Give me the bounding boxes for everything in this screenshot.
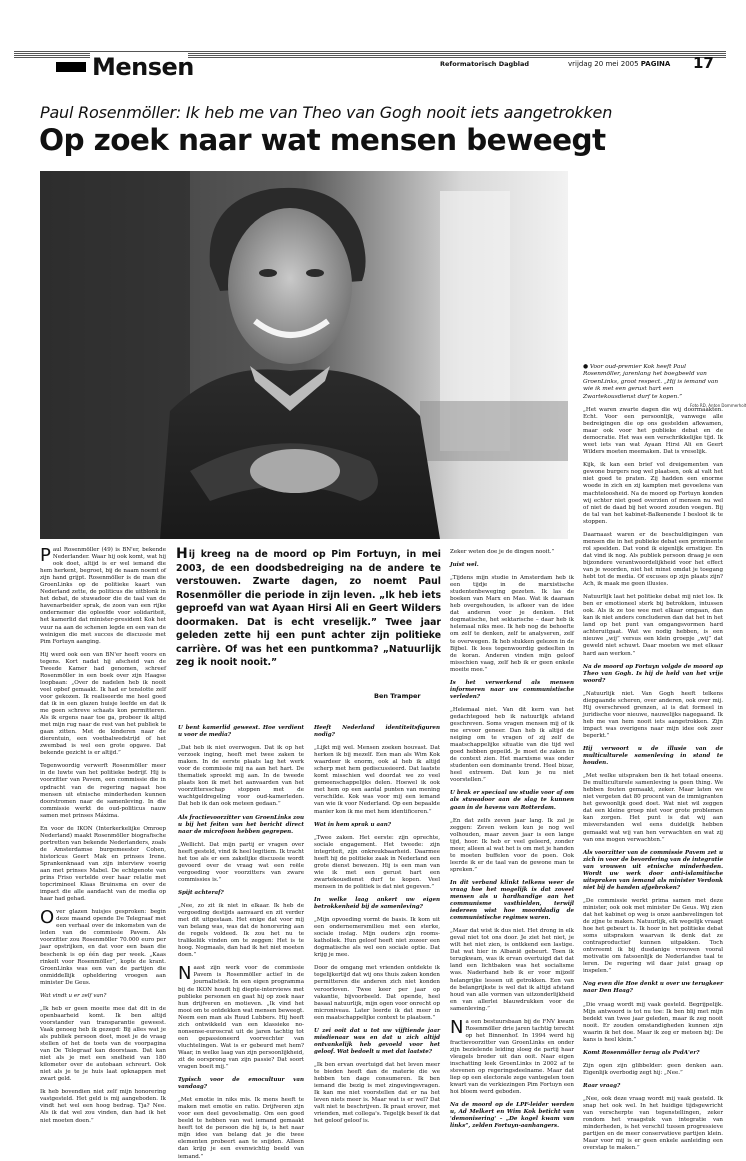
column-2 [178, 719, 304, 1161]
article-headline: Op zoek naar wat mensen beweegt [39, 123, 606, 157]
body-paragraph [450, 575, 574, 674]
body-paragraph [314, 917, 440, 959]
section-marker [56, 62, 86, 72]
paragraph-text: Zeker weten doe je de dingen nooit.” [450, 549, 555, 555]
article-kicker: Paul Rosenmöller: Ik heb me van Theo van Gogh nooit iets aangetrokken [40, 103, 613, 122]
drop-cap: P [40, 545, 51, 566]
interview-question: Juist wel. [450, 562, 479, 569]
page-number: 17 [693, 54, 714, 72]
paragraph-text: „Dat heb ik niet overwogen. Dat ik op het verzoek inging, heeft met twee zaken te maken. In de eerste plaats lag het werk voor de commissie mij na aan het hart. De thematiek spreekt mij aan. In de tweede plaats kon ik met het aanvaarden van het voorzittersschap stoppen met de wachtgeldregeling voor oud-kamerleden. Dat heb ik dan ook meteen gedaan.” [178, 745, 304, 808]
body-paragraph [583, 691, 723, 740]
interview-question: Spijt achteraf? [178, 889, 224, 896]
interview-question: Hij verwoort u de illusie van de multiculturele samenleving in stand te houden. [583, 746, 723, 767]
column-1 [40, 547, 166, 1125]
body-paragraph [583, 1002, 723, 1044]
body-paragraph [450, 818, 574, 874]
drop-cap: N [178, 963, 192, 985]
paragraph-text: Zijn ogen zijn glibbelder: geen denken aan. Eigenlijk overbodig zegt hij: „Nee.” [583, 1062, 723, 1076]
paragraph-text: aast zijn werk voor de commissie Pavem is Rosenmöller actief in de journalistiek. In een eigen programma bij de IKON houdt hij diepte-interviews met publieke personen en gaat hij op zoek naar hun drijfveren en motieven. „Ik vind het mooi om te ontdekken wat mensen beweegt. Neem een man als Ruud Lubbers. Hij heeft zich ontwikkeld van een klassieke no-nonsense-euroscrat uit de jaren tachtig tot een gepassioneerd voorvechter van vluchtelingen. Wat is er gebeurd met hem? Waar, in welke laag van zijn persoonlijkheid, zit de oorsprong van zijn passie? Dat soort vragen boeit mij.” [178, 965, 304, 1071]
pull-quote-text: ij kreeg na de moord op Pim Fortuyn, in mei 2003, de een doodsbedreiging na de andere te verstouwen. Zwarte dagen, zo noemt Paul Rosenmöller die periode in zijn leven. „Ik heb iets geproefd van wat Ayaan Hirsi Ali en Geert Wilders doormaken. Dat is echt vreselijk.” Twee jaar geleden zette hij een punt achter zijn politieke carrière. Of was het een puntkomma? „Natuurlijk zeg ik nooit nooit.” [176, 549, 441, 668]
paragraph-text: „Ik ben ervan overtuigd dat het leven meer te bieden heeft dan de materie die we hebben ten dage consumeren. Ik ben iemand die bezig is met zingevingsvragen. Ik kan me niet voorstellen dat er na het leven niets meer is. Maar wat is er wel? Dat valt niet te beschrijven. Ik praat erover, met vrienden, met collega's. Tegelijk besef ik dat het geloof geloof is. [314, 1061, 440, 1125]
paragraph-text: „Nee, ook deze vraag wordt mij vaak gesteld. Ik snap het ook wel. In het huidige tijdsgewricht van verscherpte van tegenstellingen, zeker rondom het vraagstuk van integratie van minderheden, is het verschil tussen progressieve partijen en de meer conservatieve partijen klein. Maar voor mij is er geen enkele aanleiding een overstap te maken.” [583, 1095, 723, 1152]
portrait-photo [40, 171, 568, 539]
body-paragraph [583, 532, 723, 588]
caption-text: Voor oud-premier Kok heeft Paul Rosenmöller, jarenlang het boegbeeld van GroenLinks, groot respect. „Hij is iemand van wie ik met een gerust hart een Zwartekousdienst durf te kopen.” [583, 364, 719, 400]
paragraph-text: „Het waren zwarte dagen die wij doormaakten. Echt. Voor een persoonlijk, vanwege alle bedreigingen die op ons gestelden afkwamen, maar ook voor het publieke debat en de democratie. Het was een verschrikkelijke tijd. Ik weet iets van wat Ayaan Hirsi Ali en Geert Wilders moeten meemaken. Dat is vreselijk. [583, 407, 723, 456]
body-paragraph [40, 763, 166, 819]
interview-question: U brak er speciaal uw studie voor af om als stuwadoor aan de slag te kunnen gaan in de havens van Rotterdam. [450, 790, 574, 811]
body-paragraph [450, 1016, 574, 1097]
interview-question: U zei ooit dat u tot uw vijftiende jaar misdienaar was en dat u zich altijd ontvankelijk heb gevoeld voor het geloof. Wat bedoelt u met dat laatste? [314, 1027, 440, 1055]
paragraph-text: ver glazen huisjes gesproken: begin deze maand opende De Telegraaf met een verhaal over de inkomsten van de leden van de commissie Pavem. Als voorzitter zou Rosenmöller 70.000 euro per jaar opstrijken, en dat voor een baan die beschenk is op één dag per week. „Kaas rinkelt voor Rosenmöller”, kopte de krant. GroenLinks was een van de partijen die onmiddellijk opheldering vroegen aan minister De Geus. [40, 909, 166, 986]
interview-question: Nog even die Hoe denkt u over uw terugkeer naar Den Haag? [583, 981, 723, 995]
interview-question: U bent kamerlid geweest. Hoe verdient u voor de media? [178, 725, 304, 739]
body-paragraph [40, 1089, 166, 1124]
paragraph-text: „Mijn opvoeding vormt de basis. Ik kom uit een ondernemersmilieu met een sterke, sociale inslag. Mijn ouders zijn rooms-katholiek. Hun geloof heeft niet zozeer een dogmatische als wel een sociale optie. Dat krijg je mee. [314, 917, 440, 959]
paragraph-text: „Met welke uitspraken ben ik het totaal oneens. De multiculturele samenleving is geen thing. We hebben fouten gemaakt, zeker. Maar laten we niet vergeten dat 80 procent van de immigranten het gewoonlijk goed doet. Wat niet wil zeggen dat een kleine groep niet voor grote problemen kan zorgen. Het punt is dat wij aan misverstanden wel eens duidelijk hebben gemaakt wat wij van hen verwachten en wat zij van ons mogen verwachten.” [583, 773, 723, 843]
body-paragraph [450, 707, 574, 785]
body-paragraph [583, 898, 723, 976]
body-paragraph [178, 1097, 304, 1160]
paragraph-text: „Met emotie in niks mis. Ik mens heeft te maken met emotie en ratio. Drijfveren zijn voor een deel gevoelsmatig. Om een goed beeld te hebben van wat iemand gemaakt heeft tot de persoon die hij is, is het naar mijn idee van belang dat je die twee elementen probeert aan te snijden. Alleen dan krijg je een evenwichtig beeld van iemand.” [178, 1097, 304, 1160]
paragraph-text: „Twee zaken. Het eerste: zijn oprechte, sociale engagement. Het tweede: zijn integriteit, zijn onkreukbaarheid. Daarmee heeft hij de politieke zaak in Nederland een grote dienst bewezen. Hij is een man van wie ik met een gerust hart een zwartekousdienst durf te kopen. Veel mensen in de politiek is dat niet gegeven.” [314, 834, 440, 890]
byline: Ben Tramper [374, 692, 421, 700]
paragraph-text: Kijk, ik kan een brief vol dreigementen van gewone burgers nog wel plaatsen, ook al valt het niet goed te praten. Zij hadden een enorme woede in zich en zij kampten met gevoelens van machteloosheid. Na de moord op Fortuyn konden wij echter niet goed overzien of mensen nu wel of niet de daad bij het woord zouden voegen. Bij de tal van het kabinet-Balkenende I besloot ik te stoppen. [583, 462, 723, 525]
interview-question: Als fractievoorzitter van GroenLinks zou u bij het feiten van het bericht direct naar de microfoon hebben gegrepen. [178, 814, 304, 835]
paragraph-text: Daarnaast waren er de beschuldigingen van mensen die in het publieke debat een prominente rol speelden. Dat vond ik eigenlijk ernstiger. En dat vind ik nog. Als publiek persoon draag je een bijzondere verantwoordelijkheid voor het effect van je woorden, niet het minst omdat je toegang hebt tot de media. Of excuses op zijn plaats zijn? Ach, ik maak me geen illusies. [583, 531, 723, 588]
body-paragraph [583, 1063, 723, 1077]
interview-question: In dit verband klinkt telkens weer de vraag hoe het mogelijk is dat zoveel mensen als u hardhandige aan het communisme vasthielden, terwijl iedereen wist hoe moorddadig de communistische regimes waren. [450, 879, 574, 922]
interview-question: Als voorzitter van de commissie Pavem zet u zich in voor de bevordering van de integratie van vrouwen uit etnische minderheden. Wordt uw werk door anti-islamitische uitspraken van iemand als minister Verdonk niet bij de handen afgebroken? [583, 849, 723, 891]
interview-question: Na de moord op Fortuyn volgde de moord op Theo van Gogh. Is hij de held van het vrije woord? [583, 663, 723, 684]
interview-question: In welke laag ankert uw eigen betrokkenheid bij de samenleving? [314, 896, 440, 911]
body-paragraph [178, 903, 304, 959]
body-paragraph [40, 826, 166, 904]
paragraph-text: „Die vraag wordt mij vaak gesteld. Begrijpelijk. Mijn antwoord is tot nu toe: Ik ben blij met mijn bedekt van twee jaar geleden, maar ik zeg nooit nooit. Er zouden omstandigheden kunnen zijn waarin ik het doe. Maar ik zeg er meteen bij: De kans is heel klein.” [583, 1001, 723, 1043]
paragraph-text: Ik heb bovendien niet zelf mijn honorering vastgesteld. Het geld is mij aangeboden. Ik vindt het wel een hoog bedrag. Tja? Nee. Als ik dat wel zou vinden, dan had ik het niet moeten doen.” [40, 1089, 166, 1124]
body-paragraph [314, 965, 440, 1021]
body-paragraph [450, 549, 574, 556]
body-paragraph [314, 1062, 440, 1125]
body-paragraph [178, 842, 304, 884]
page-word: PAGINA [640, 60, 671, 68]
paragraph-text: Tegenwoordig verwerft Rosenmöller meer in de luwte van het politieke bedrijf. Hij is voorzitter van Pavem, een commissie die in opdracht van de regering nagaat hoe mensen uit etnische minderheden kunnen doorstromen naar de samenleving. In die commissie werkt de oud-politicus nauw samen met prinses Máxima. [40, 763, 166, 819]
paragraph-text: „Tijdens mijn studie in Amsterdam heb ik een tijdje in de marxistische studentenbeweging gezeten. Ik las de boeken van Marx en Mao. Wat ik daaraan heb overgehouden, is afkeer van de idee dat anderen voor je denken. Het dogmatische, het sektarische – daar heb ik helemaal niks mee. Ik heb nog de behoefte om zelf te denken, zelf te analyseren, zelf te overwegen. Ik heb stukken gelezen in de Bijbel. Ik lees tegenwoordig gedeelten in de koran. Anderen vinden mijn geloof misschien vaag, zelf heb ik er geen enkele moeite mee.” [450, 575, 574, 673]
subheading: Wat vindt u er zelf van? [40, 992, 107, 999]
body-paragraph [314, 835, 440, 891]
body-paragraph [583, 1096, 723, 1152]
body-paragraph [450, 928, 574, 1013]
paragraph-text: „De commissie werkt prima samen met deze minister, ook ook met minister De Geus. Wij zien dat het kabinet op weg is onze aanbevelingen tot de zijne te maken. Natuurlijk, elk wegelijk vraagt hoe het gebeurt is. Ik hoor in het politieke debat soms uitspraken waarvan ik denk dat ze contraproductief kunnen uitpakken. Toch ontvreemt ik bij dusdanige vrouwen vooral motivatie om fatsoenlijk de Nederlandse taal te leren. De regering wil daar juist graag op inspelen.” [583, 897, 723, 975]
body-paragraph [583, 773, 723, 843]
interview-question: Wat in hem sprak u aan? [314, 821, 391, 828]
interview-question: Is het verwerkend als mensen informeren naar uw communistische verleden? [450, 679, 574, 700]
column-5 [583, 407, 723, 1152]
date-text: vrijdag 20 mei 2005 [568, 60, 639, 68]
paragraph-text: Door de omgang met vrienden ontdekte ik tegelijkertijd dat wij ons thuis zaken konden permitteren die anderen zich niet konden veroorloven. Twee keer per jaar op vakantie, bijvoorbeeld. Dat opende, heel basaal natuurlijk, mijn ogen voor onrecht op microniveau. Later leerde ik dat meer in een maatschappelijke context te plaatsen.” [314, 965, 440, 1021]
body-paragraph [314, 745, 440, 815]
drop-cap: O [40, 907, 55, 929]
body-paragraph [40, 1006, 166, 1084]
pull-quote [176, 548, 441, 670]
paragraph-text: „Natuurlijk niet. Van Gogh heeft telkens diepgaande scheren, over anderen, ook over mij. Hij overschreed grenzen, al is dat formeel in juridische voor nieuwe, nauwelijks nagegaand. Ik heb me van hem nooit iets aangetrokken. Zijn impact was overigens naar mijn idee ook zeer beperkt.” [583, 690, 723, 739]
paragraph-text: „En dat zelfs zeven jaar lang. Ik zal je zeggen: Zeven weken kun je nog wel volhouden, maar zeven jaar is een lange tijd, hoor. Ik heb er veel geleerd, zonder meer, alleen al wat het is om met je handen te moeten buffelen voor de poen. Ook leerde ik er de taal van de gewone man te spreken.” [450, 817, 574, 873]
paragraph-text: „Ik heb er geen moeite mee dat dit in de openbaarheid komt. Ik ben altijd voorstander van transparantie geweest. Vaak genoeg heb ik gezegd: Bij alles wat je als publiek persoon doet, moet je de vraag stellen of het de toets van de voorpagina van De Telegraaf kan doorstaan. Dat kan niet als je met een snelheid van 180 kilometer over de autobaan schreurt. Ook niet als je te je huis laat opknappen met zwart geld. [40, 1005, 166, 1083]
paragraph-text: „Wellicht. Dat mijn partij er vragen over heeft gesteld, vind ik heel legitiem. Ik tracht het toe als er een zakelijke discussie wordt gevoerd over de vraag wat een reële vergoeding voor voorzitters van zware commissies is.” [178, 841, 304, 883]
paragraph-text: „Maar dat wist ik dus niet. Het drong in elk geval niet tot ons door. Je ziet het niet, je wilt het niet zien, is ontkkend een lastige. Dat wat hier in Albanië gebeurt. Toen ik terugkwam, was ik ervan overtuigd dat dat land een lichtbaken was het socialisme was. Naderhand heb ik er voor mijzelf helangrijke lessen uit getrokken. Een van de belangrijkste is wel dat ik altijd afstand houd van alle vormen van uitzonderlijkheid en van allerlei blauwdrukken voor de samenleving.” [450, 928, 574, 1012]
body-paragraph [583, 462, 723, 525]
interview-question: Typisch voor de emocultuur van vandaag? [178, 1077, 304, 1091]
paragraph-text: „Nee, zo zit ik niet in elkaar. Ik heb de vergoeding destijds aanvaard en zit verder met dit uitgestaan. Het enige dat voor mij van belang was, was dat de honorering aan de regels voldeed. Ik zou het nu te tralikeliik vinden om te zeggen: Het is te hoog. Nogmaals, dan had ik het niet moeten doen.” [178, 902, 304, 959]
paragraph-text: „Helemaal niet. Van dit kern van het gedachtegoed heb ik natuurlijk afstand geschreven. Soms vragen mensen mij of ik me ervoor geneer. Dan heb ik altijd de neiging om te vragen of zij zelf de maatschappelijke situatie van die tijd wel goed hebben gepeild. Je moet de zaken in de context zien. Het marxisme was onder studenten een dominante trend. Heel bizar, heel extreem. Dat kun je nu niet voorstellen.” [450, 706, 574, 784]
paragraph-text: Hij werd ook een van BN'er heeft voors en tegens. Kort nadat hij afscheid van de Tweede Kamer had genomen, schreef Rosenmöller in een boek over zijn Haagse loopbaan: „Over de nadelen heb ik nooit veel opbef gemaakt. Ik had er tenslotte zelf voor gekozen. Ik realiseerde me heel goed dat ik in een glazen huisje leefde en dat ik me geen schreve schaats kon permitteren. Als ik ergens naar toe ga, probeer ik altijd met mijn rug naar de rest van het publiek te gaan zitten. Met de kinderen naar de dierentuin, een voetbalwedstrijd of het zwembad is wel een grote opgave. Dat bekende gezicht is er altijd.” [40, 651, 166, 757]
body-paragraph [178, 965, 304, 1071]
body-paragraph [583, 407, 723, 456]
column-4 [450, 549, 574, 1130]
column-3 [314, 719, 440, 1125]
drop-cap: N [450, 1016, 464, 1038]
interview-question: Raar vraag? [583, 1082, 621, 1089]
pull-quote-initial: H [176, 546, 188, 562]
paragraph-text: „Lijkt mij wel. Mensen zoeken houvast. Dat herken ik bij mezelf. Een man als Wim Kok waardeer ik enorm, ook al heb ik altijd scherp met hem gediscussieerd. Dat laatste komt misschien wel doordat we zo veel gemeenschappelijks delen. Hoewel ik ook met hem op een aantal punten van mening verschilde. Kok was voor mij een iemand van wie ik voor Nederland. Op een bepaalde manier kon ik me met hem identificeren.” [314, 745, 440, 815]
section-title: Mensen [92, 53, 194, 81]
interview-question: Heeft Nederland identiteitsfiguren nodig? [314, 725, 440, 739]
body-paragraph [40, 652, 166, 758]
body-paragraph [40, 909, 166, 987]
paragraph-text: aul Rosenmöller (49) is BN'er, bekende Nederlander. Waar hij ook komt, wat hij ook doet, altijd is er wel iemand die hem herkent, begroet, bij de naam noemt of zijn hand grijpt. Rosenmöller is de man die GroenLinks op de politieke kaart van Nederland zette, de politicus die uitblonk in het debat, de stuwadoor die de taal van de havenarbeider sprak, de zoon van een rijke ondernemer die opleefde voor solidariteit, het kamerlid dat minister-president Kok het vuur na aan de schenen legde en een van de weinigen die met succes de discussie met Pim Fortuyn aanging. [40, 547, 166, 645]
issue-date [568, 60, 670, 68]
body-paragraph [178, 745, 304, 808]
paragraph-text: Natuurlijk laat het politieke debat mij niet los. Ik ben er emotioneel sterk bij betrokken, intussen ook. Als ik ze toe wee met elkaar omgaan, dan kan ik niet anders concluderen dan dat het in het land op het punt van omgangsvormen hard achteruitgaat. Wat we nodig hebben, is een nieuwe „wij” versus een klein groepje „wij” dat geweld niet schuwt. Daar moeten we met elkaar hard aan werken.” [583, 594, 723, 657]
interview-question: Na de moord op de LPF-leider werden u, Ad Melkert en Wim Kok beticht van 'demonisering' – „De kogel kwam van links”, zelden Fortuyn-aanhangers. [450, 1102, 574, 1130]
paragraph-text: a een bestuursbaan bij de FNV kwam Rosenmöller drie jaren tachtig terecht op het Binnenhof. In 1994 werd hij fractievoorzitter van GroenLinks en onder zijn bezielende leiding sloeg de partij haar vleugels breder uit dan ooit. Naar eigen inschatting leek GroenLinks in 2002 af te stevenen op regeringsdeelname. Maar dat liep op een electorale zege vantegelen toen kwart van de verkiezingen Pim Fortuyn een hoi bloem werd geboden. [450, 1018, 574, 1096]
paragraph-text: En voor de IKON (Interkerkelijke Omroep Nederland) maakt Rosenmöller biografische portretten van bekende Nederlanders, zoals de Amsterdamse burgemeester Cohen, historicus Geert Mak en prinses Irene. Sprankenknaad van zijn interview voerig aan met prinses Mabel. De echtgenote van prins Friso vertelde over haar relatie met topcrimineel Klaas Bruinsma en over de impact die alle aandacht van de media op haar had gehad. [40, 825, 166, 903]
photo-credit: Foto RD, Anton Dommerholt [690, 403, 746, 408]
body-paragraph [583, 594, 723, 657]
newspaper-name: Reformatorisch Dagblad [440, 60, 530, 68]
body-paragraph [40, 547, 166, 646]
interview-question: Komt Rosenmöller terug als PvdA'er? [583, 1049, 700, 1056]
photo-caption: ● Voor oud-premier Kok heeft Paul Rosenmöller, jarenlang het boegbeeld van GroenLinks, groot respect. „Hij is iemand van wie ik met een gerust hart een Zwartekousdienst durf te kopen.” [583, 364, 719, 400]
